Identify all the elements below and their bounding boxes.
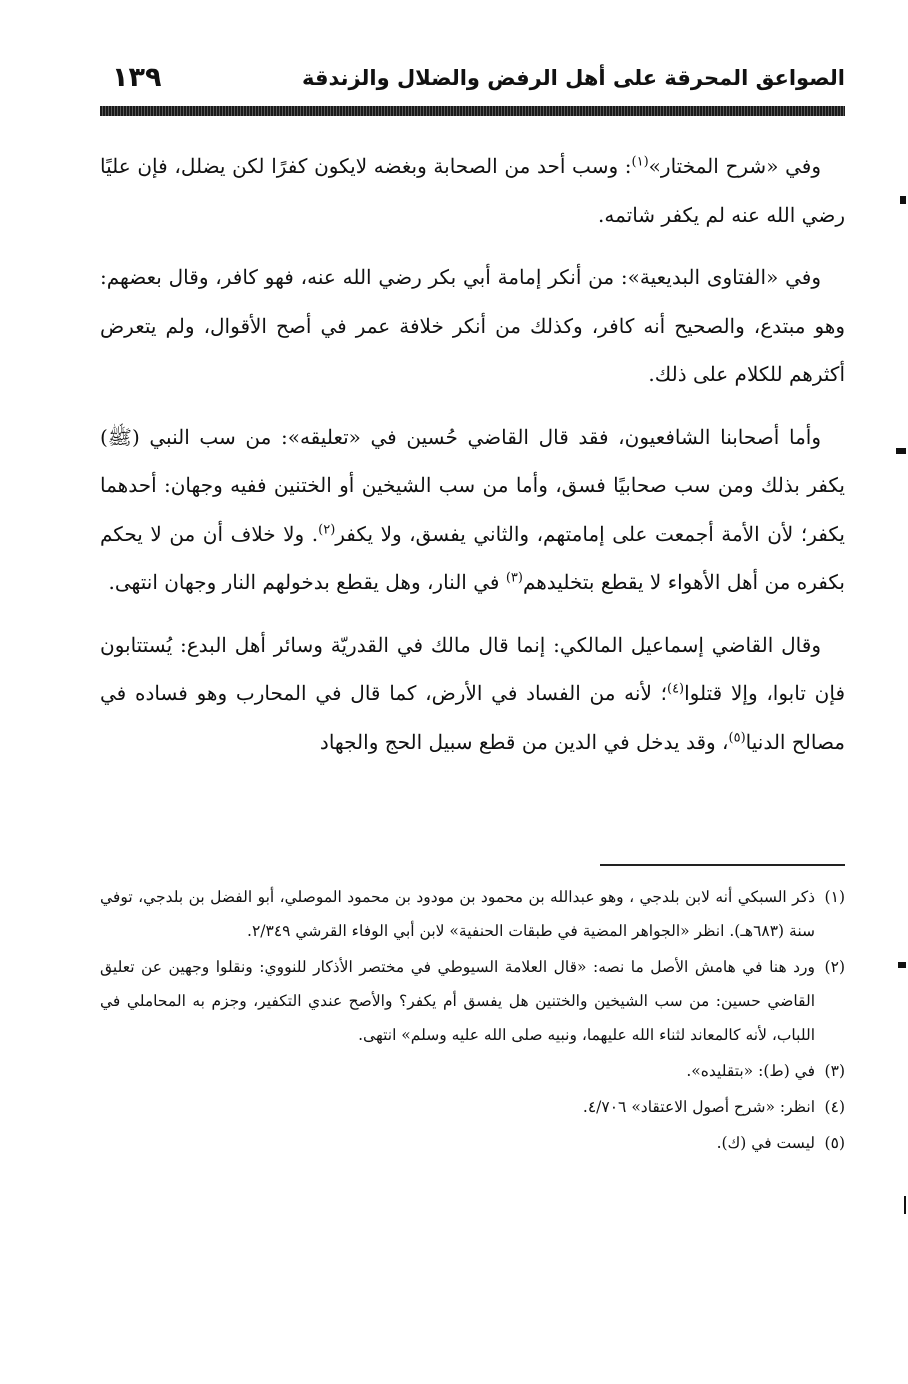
footnote-separator xyxy=(600,864,845,866)
paragraph-text: ، وقد يدخل في الدين من قطع سبيل الحج والجهاد xyxy=(319,729,729,754)
paragraph-text: وفي «الفتاوى البديعية»: من أنكر إمامة أبي بكر رضي الله عنه، فهو كافر، وقال بعضهم: وهو مبتدع، والصحيح أنه كافر، وكذلك من أنكر خلافة عمر في أصح الأقوال، ولم يتعرض أكثرهم للكلام على ذلك. xyxy=(100,265,845,386)
footnotes xyxy=(100,880,845,1162)
paragraph-text: وأما أصحابنا الشافعيون، فقد قال القاضي حُسين في «تعليقه»: من سب النبي (ﷺ) يكفر بذلك ومن سب صحابيًا فسق، وأما من سب الشيخين أو الختنين ففيه وجهان: أحدهما يكفر؛ لأن الأمة أجمعت على إمامتهم، والثاني يفسق، ولا يكفر xyxy=(100,424,845,546)
book-title: الصواعق المحرقة على أهل الرفض والضلال والزندقة xyxy=(301,66,845,90)
scan-mark xyxy=(896,448,906,454)
paragraph-1 xyxy=(100,142,845,239)
footnote-ref: (١) xyxy=(631,154,649,170)
paragraph-2 xyxy=(100,253,845,399)
footnote-ref: (٢) xyxy=(318,521,336,537)
footnote-1 xyxy=(100,880,845,948)
paragraph-4 xyxy=(100,621,845,767)
footnote-number: (٢) xyxy=(824,958,845,976)
footnote-number: (٤) xyxy=(824,1098,845,1116)
footnote-text: انظر: «شرح أصول الاعتقاد» ٤/٧٠٦. xyxy=(582,1098,815,1116)
footnote-number: (٥) xyxy=(824,1134,845,1152)
footnote-ref: (٥) xyxy=(728,729,746,745)
scan-mark xyxy=(898,962,906,968)
main-text xyxy=(100,142,845,780)
paragraph-text: ؛ لأنه من الفساد في الأرض، كما قال في المحارب وهو فساده في مصالح الدنيا xyxy=(100,681,845,754)
footnote-text: في (ط): «بتقليده». xyxy=(686,1062,815,1080)
footnote-ref: (٣) xyxy=(505,570,523,586)
footnote-2 xyxy=(100,950,845,1052)
footnote-ref: (٤) xyxy=(666,681,685,697)
scan-mark xyxy=(904,1196,906,1214)
footnote-4 xyxy=(100,1090,845,1124)
page-number: ١٣٩ xyxy=(112,62,162,93)
footnote-text: ورد هنا في هامش الأصل ما نصه: «قال العلامة السيوطي في مختصر الأذكار للنووي: ونقلوا وجهين عن تعليق القاضي حسين: من سب الشيخين والختنين هل يفسق أم يكفر؟ والأصح عندي التكفير، وجزم به المحاملي في اللباب، لأنه كالمعاند لثناء الله عليهما، ونبيه صلى الله عليه وسلم» انتهى. xyxy=(100,958,815,1044)
footnote-text: ذكر السبكي أنه لابن بلدجي ، وهو عبدالله بن محمود بن مودود بن محمود الموصلي، أبو الفضل بن بلدجي، توفي سنة (٦٨٣هـ). انظر «الجواهر المضية في طبقات الحنفية» لابن أبي الوفاء القرشي ٢/٣٤٩. xyxy=(100,888,815,940)
footnote-text: ليست في (ك). xyxy=(716,1134,815,1152)
footnote-number: (١) xyxy=(824,888,845,906)
scan-mark xyxy=(900,196,906,204)
paragraph-text: وقال القاضي إسماعيل المالكي: إنما قال مالك في القدريّة وسائر أهل البدع: يُستتابون فإن تابوا، وإلا قتلوا xyxy=(100,632,845,705)
paragraph-text: : وسب أحد من الصحابة وبغضه لايكون كفرًا لكن يضلل، فإن عليًا رضي الله عنه لم يكفر شاتمه. xyxy=(100,154,845,227)
paragraph-text: وفي «شرح المختار» xyxy=(648,154,821,178)
footnote-number: (٣) xyxy=(824,1062,845,1080)
paragraph-text: في النار، وهل يقطع بدخولهم النار وجهان انتهى. xyxy=(108,570,506,594)
paragraph-text: . ولا خلاف أن من لا يحكم بكفره من أهل الأهواء لا يقطع بتخليدهم xyxy=(100,521,845,594)
paragraph-3 xyxy=(100,413,845,607)
header-rule xyxy=(100,106,845,116)
running-header xyxy=(100,62,845,102)
footnote-3 xyxy=(100,1054,845,1088)
footnote-5 xyxy=(100,1126,845,1160)
